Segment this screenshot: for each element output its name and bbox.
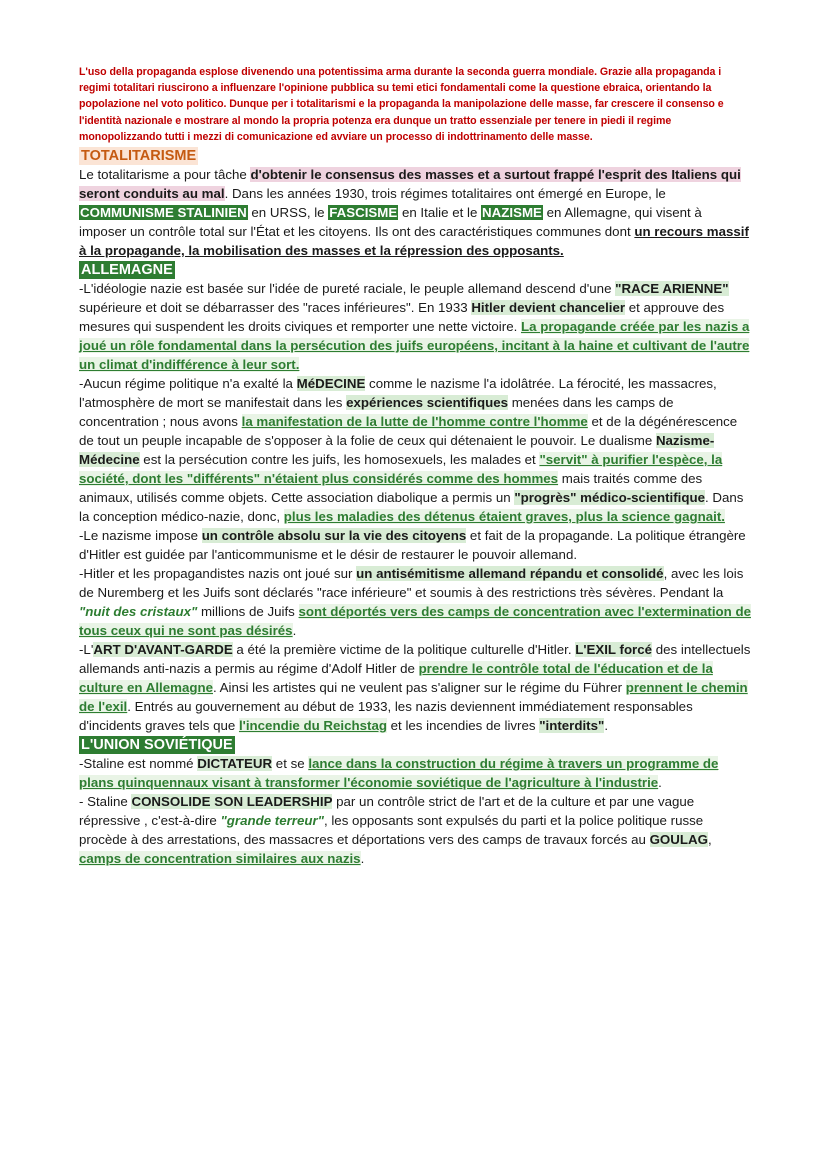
paragraph-ideologie: -L'idéologie nazie est basée sur l'idée de pureté raciale, le peuple allemand descend d'une "RACE ARIENNE" supérieure et doit se débarrasser des "races inférieures". En 1933 Hitler devient chancelier et approuve des mesures qui suspendent les droits civiques et remporter une nette victoire. La propagande créée par les nazis a joué un rôle fondamental dans la persécution des juifs européens, incitant à la haine et cultivant de l'autre un climat d'indifférence à leur sort.	[79, 281, 750, 373]
tag-nazisme: NAZISME	[482, 205, 542, 221]
paragraph-staline-leadership: - Staline CONSOLIDE SON LEADERSHIP par un contrôle strict de l'art et de la culture et par une vague répressive , c'est-à-dire "grande terreur", les opposants sont expulsés du parti et la police politique russe procède à des arrestations, des massacres et déportations vers des camps de travaux forcés au GOULAG, camps de concentration similaires aux nazis.	[79, 794, 712, 867]
heading-union-sovietique: L'UNION SOVIÉTIQUE	[81, 737, 233, 754]
paragraph-avant-garde: -L'ART D'AVANT-GARDE a été la première victime de la politique culturelle d'Hitler. L'EXIL forcé des intellectuels allemands anti-nazis a permis au régime d'Adolf Hitler de prendre le contrôle total de l'éducation et de la culture en Allemagne. Ainsi les artistes qui ne veulent pas s'aligner sur le régime du Führer prennent le chemin de l'exil. Entrés au gouvernement au début de 1933, les nazis deviennent immédiatement responsables d'incidents graves tels que l'incendie du Reichstag et les incendies de livres "interdits".	[79, 642, 751, 734]
tag-communisme: COMMUNISME STALINIEN	[80, 205, 247, 221]
intro-paragraph: L'uso della propaganda esplose divenendo una potentissima arma durante la seconda guerra mondiale. Grazie alla propaganda i regimi totalitari riuscirono a influenzare l'opinione pubblica su temi etici fondamentali come la questione ebraica, orientando la popolazione nel voto politico. Dunque per i totalitarismi e la propaganda la manipolazione delle masse, far crescere il consenso e l'identità nazionale e mostrare al mondo la propria potenza era dunque un tratto essenziale per tenere in piedi il regime monopolizzando tutti i mezzi di comunicazione ed avviare un processo di indottrinamento delle masse.	[79, 66, 724, 143]
paragraph-staline-dictateur: -Staline est nommé DICTATEUR et se lance dans la construction du régime à travers un programme de plans quinquennaux visant à transformer l'économie soviétique de l'agriculture à l'industrie.	[79, 756, 719, 791]
paragraph-medecine: -Aucun régime politique n'a exalté la MéDECINE comme le nazisme l'a idolâtrée. La férocité, les massacres, l'atmosphère de mort se manifestait dans les expériences scientifiques menées dans les camps de concentration ; nous avons la manifestation de la lutte de l'homme contre l'homme et de la dégénérescence de tout un peuple incapable de s'opposer à la folie de ceux qui détenaient le pouvoir. Le dualisme Nazisme-Médecine est la persécution contre les juifs, les homosexuels, les malades et "servit" à purifier l'espèce, la société, dont les "différents" n'étaient plus considérés comme des hommes mais traités comme des animaux, utilisés comme objets. Cette association diabolique a permis un "progrès" médico-scientifique. Dans la conception médico-nazie, donc, plus les maladies des détenus étaient graves, plus la science gagnait.	[79, 376, 744, 525]
heading-totalitarisme: TOTALITARISME	[81, 148, 197, 165]
paragraph-antisemitisme: -Hitler et les propagandistes nazis ont joué sur un antisémitisme allemand répandu et consolidé, avec les lois de Nuremberg et les Juifs sont déclarés "race inférieure" et soumis à des restrictions très sévères. Pendant la "nuit des cristaux" millions de Juifs sont déportés vers des camps de concentration avec l'extermination de tous ceux qui ne sont pas désirés.	[79, 566, 751, 639]
section-totalitarisme	[79, 146, 751, 260]
heading-allemagne: ALLEMAGNE	[81, 262, 173, 279]
section-union-sovietique	[79, 735, 751, 868]
highlight-consensus: d'obtenir le consensus des masses et a surtout frappé l'esprit des Italiens qui seront conduits au mal	[79, 167, 741, 202]
document-page	[79, 64, 751, 868]
underline-recours: un recours massif à la propagande, la mobilisation des masses et la répression des opposants.	[79, 224, 749, 259]
section-allemagne	[79, 260, 751, 735]
paragraph-totalitarisme: Le totalitarisme a pour tâche d'obtenir le consensus des masses et a surtout frappé l'esprit des Italiens qui seront conduits au mal. Dans les années 1930, trois régimes totalitaires ont émergé en Europe, le COMMUNISME STALINIEN en URSS, le FASCISME en Italie et le NAZISME en Allemagne, qui visent à imposer un contrôle total sur l'État et les citoyens. Ils ont des caractéristiques communes dont un recours massif à la propagande, la mobilisation des masses et la répression des opposants.	[79, 167, 749, 259]
paragraph-controle: -Le nazisme impose un contrôle absolu sur la vie des citoyens et fait de la propagande. La politique étrangère d'Hitler est guidée par l'anticommunisme et le désir de restaurer le pouvoir allemand.	[79, 528, 746, 563]
tag-fascisme: FASCISME	[329, 205, 398, 221]
